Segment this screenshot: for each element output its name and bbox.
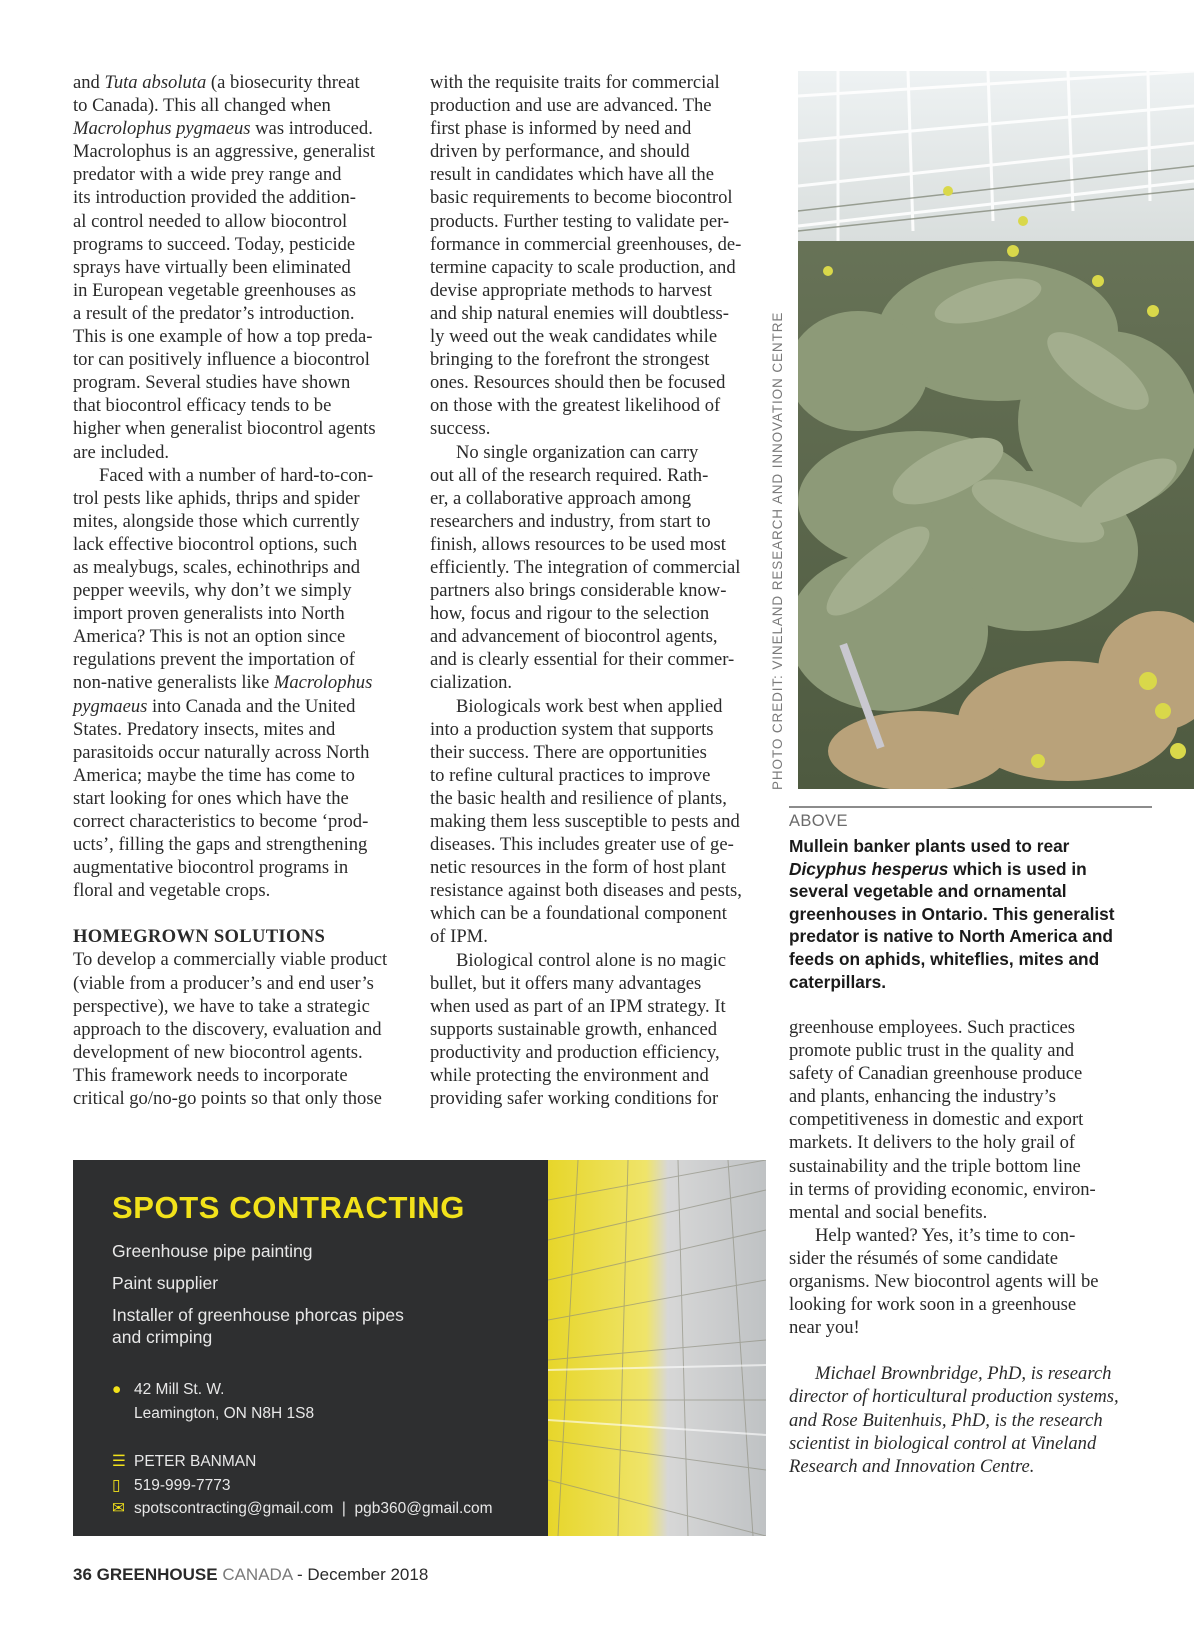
paragraph: Faced with a number of hard-to-con- trol pests like aphids, thrips and spider mites, alongside those which currently lack effective biocontrol options, such as mealybugs, scales, echinothrips and pepper weevils, why don’t we simply import proven generalists into North America? This is not an option since regulations prevent the importation of non-native generalists like Macrolophus pygmaeus into Canada and the United States. Predatory insects, mites and parasitoids occur naturally across North America; maybe the time has come to start looking for ones which have the correct characteristics to become ‘prod- ucts’, filling the gaps and strengthening augmentative biocontrol programs in floral and vegetable crops. bbox=[73, 464, 374, 902]
paragraph: Biological control alone is no magic bullet, but it offers many advantages when used as part of an IPM strategy. It supports sustainable growth, enhanced productivity and production efficiency, while protecting the environment and providing safer working conditions for bbox=[430, 949, 727, 1110]
envelope-icon: ✉ bbox=[112, 1500, 125, 1517]
paragraph: Help wanted? Yes, it’s time to con- sider the résumés of some candidate organisms. New biocontrol agents will be looking for work soon in a greenhouse near you! bbox=[789, 1224, 1099, 1339]
ad-contact-name: PETER BANMAN bbox=[134, 1453, 257, 1470]
paragraph: with the requisite traits for commercial production and use are advanced. The first phase is informed by need and driven by performance, and should result in candidates which have all the basic requirements to become biocontrol products. Further testing to validate per- formance in commercial greenhouses, de- termine capacity to scale production, and devise appropriate methods to harvest and ship natural enemies will doubtless- ly weed out the weak candidates while bringing to the forefront the strongest ones. Resources should then be focused on those with the greatest likelihood of success. bbox=[430, 72, 742, 440]
ad-title: SPOTS CONTRACTING bbox=[112, 1190, 465, 1225]
author-bio: Michael Brownbridge, PhD, is research director of horticultural production systems, and Rose Buitenhuis, PhD, is the research scientist in biological control at Vineland Research and Innovation Centre. bbox=[789, 1363, 1119, 1477]
paragraph: To develop a commercially viable product (viable from a producer’s and end user’s perspective), we have to take a strategic approach to the discovery, evaluation and development of new biocontrol agents. This framework needs to incorporate critical go/no-go points so that only those bbox=[73, 949, 388, 1110]
ad-service: Greenhouse pipe painting bbox=[112, 1241, 313, 1261]
article-column-2 bbox=[430, 71, 765, 1110]
photo-credit: PHOTO CREDIT: VINELAND RESEARCH AND INNOVATION CENTRE bbox=[770, 311, 785, 790]
ad-service: Installer of greenhouse phorcas pipes and crimping bbox=[112, 1305, 404, 1347]
greenhouse-interior-image bbox=[548, 1160, 766, 1536]
ad-address: 42 Mill St. W. bbox=[134, 1381, 225, 1398]
ad-service: Paint supplier bbox=[112, 1273, 219, 1293]
spots-contracting-ad[interactable] bbox=[73, 1160, 766, 1536]
caption-label: ABOVE bbox=[789, 812, 848, 830]
ad-emails[interactable]: spotscontracting@gmail.com | pgb360@gmail.com bbox=[134, 1500, 493, 1517]
greenhouse-plants-photo bbox=[798, 71, 1194, 789]
caption-divider bbox=[789, 806, 1152, 808]
section-heading: HOMEGROWN SOLUTIONS bbox=[73, 926, 326, 948]
location-pin-icon: ● bbox=[112, 1381, 122, 1398]
photo-caption: Mullein banker plants used to rear Dicyphus hesperus which is used in several vegetable and ornamental greenhouses in Ontario. This generalist predator is native to North America and feeds on aphids, whiteflies, mites and caterpillars. bbox=[789, 836, 1115, 992]
article-column-1 bbox=[73, 71, 403, 1110]
issue-date: - December 2018 bbox=[292, 1565, 429, 1584]
paragraph: and Tuta absoluta (a biosecurity threat to Canada). This all changed when Macrolophus pygmaeus was introduced. Macrolophus is an aggressive, generalist predator with a wide prey range and its introduction provided the addition- al control needed to allow biocontrol programs to succeed. Today, pesticide sprays have virtually been eliminated in European vegetable greenhouses as a result of the predator’s introduction. This is one example of how a top preda- tor can positively influence a biocontrol program. Several studies have shown that biocontrol efficacy tends to be higher when generalist biocontrol agents are included. bbox=[73, 72, 376, 463]
ad-phone[interactable]: 519-999-7773 bbox=[134, 1476, 231, 1494]
paragraph: No single organization can carry out all of the research required. Rath- er, a collaborative approach among researchers and industry, from start to finish, allows resources to be used most efficiently. The integration of commercial partners also brings considerable know- how, focus and rigour to the selection and advancement of biocontrol agents, and is clearly essential for their commer- cialization. bbox=[430, 441, 741, 694]
contact-card-icon: ☰ bbox=[112, 1453, 126, 1470]
magazine-name: GREENHOUSE bbox=[96, 1565, 218, 1584]
paragraph: Biologicals work best when applied into a production system that supports their success. There are opportunities to refine cultural practices to improve the basic health and resilience of plants, making them less susceptible to pests and diseases. This includes greater use of ge- netic resources in the form of host plant resistance against both diseases and pests, which can be a foundational component of IPM. bbox=[430, 695, 742, 948]
page-number: 36 bbox=[73, 1565, 92, 1584]
page-footer bbox=[73, 1565, 428, 1585]
paragraph: greenhouse employees. Such practices promote public trust in the quality and safety of Canadian greenhouse produce and plants, enhancing the industry’s competitiveness in domestic and export markets. It delivers to the holy grail of sustainability and the triple bottom line in terms of providing economic, environ- mental and social benefits. bbox=[789, 1017, 1096, 1223]
magazine-name-suffix: CANADA bbox=[222, 1565, 293, 1584]
ad-city: Leamington, ON N8H 1S8 bbox=[134, 1405, 315, 1422]
article-column-3 bbox=[789, 1016, 1129, 1478]
phone-icon: ▯ bbox=[112, 1476, 121, 1494]
